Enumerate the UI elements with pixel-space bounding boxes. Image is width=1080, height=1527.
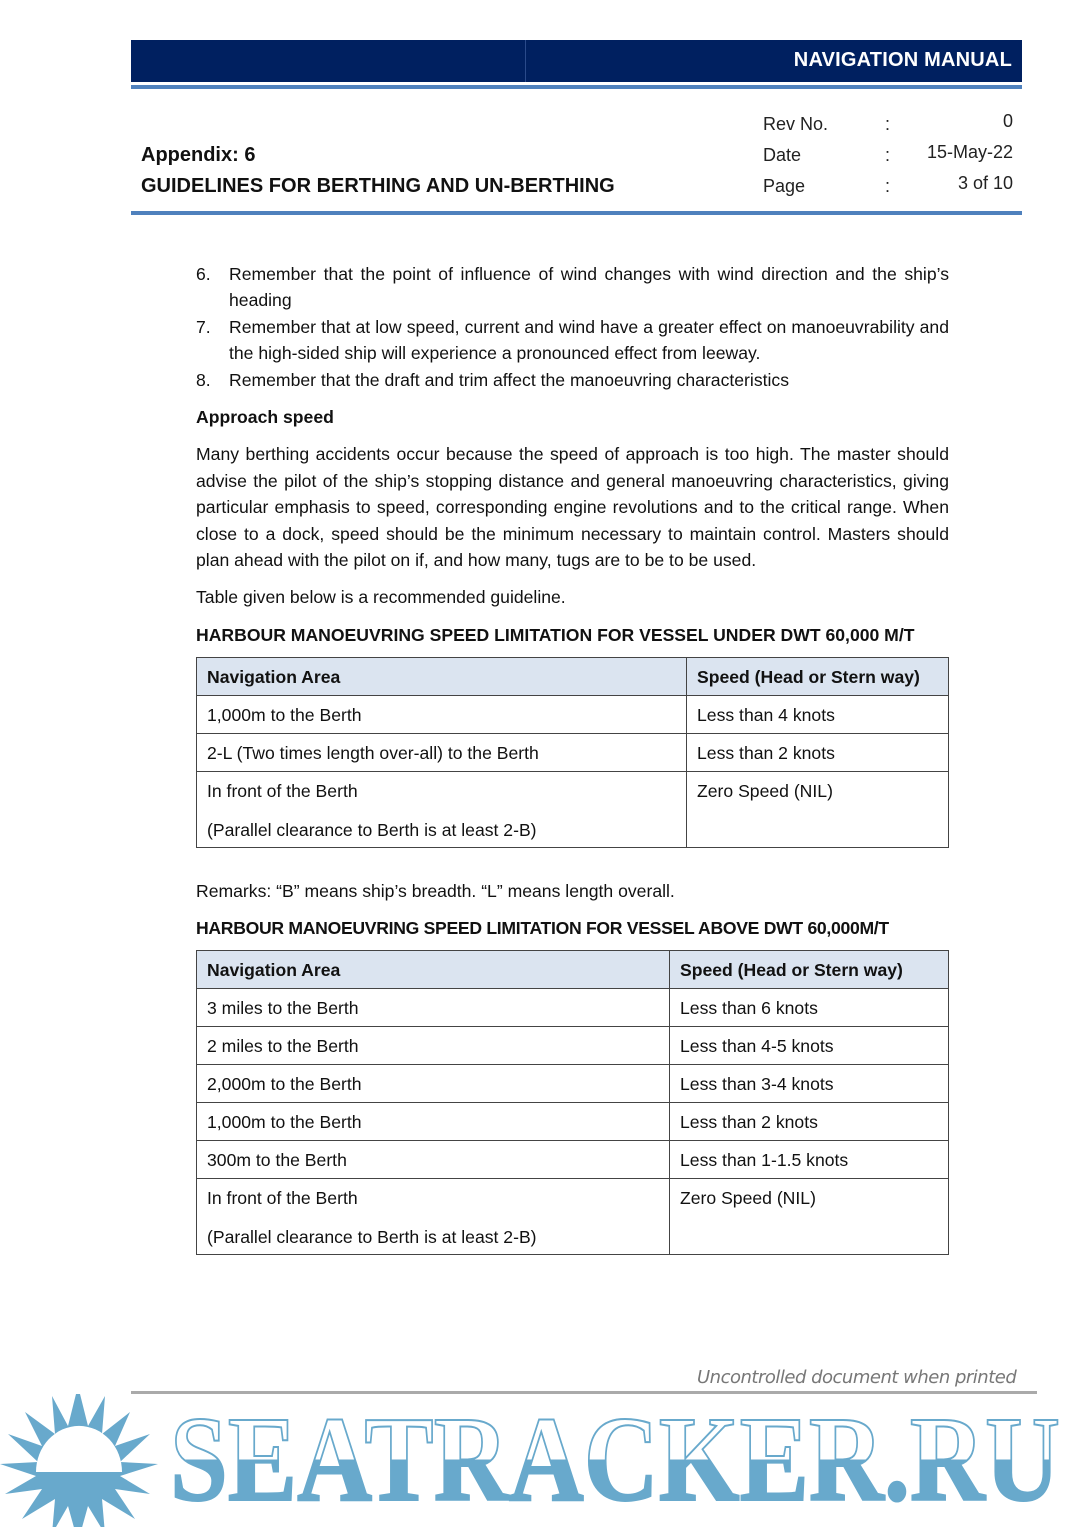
table-row (197, 1065, 949, 1103)
cell-note: (Parallel clearance to Berth is at least 2-B) (207, 1226, 537, 1247)
list-text: Remember that the point of influence of wind changes with wind direction and the ship’s heading (229, 264, 949, 311)
section-title: GUIDELINES FOR BERTHING AND UN-BERTHING (141, 175, 615, 197)
cell-text: In front of the Berth (207, 1188, 358, 1209)
table2-title: HARBOUR MANOEUVRING SPEED LIMITATION FOR VESSEL ABOVE DWT 60,000M/T (196, 917, 889, 938)
table-row (197, 1179, 949, 1255)
doc-meta (763, 111, 1013, 207)
table-row (197, 1027, 949, 1065)
table-row (197, 1141, 949, 1179)
cell: 1,000m to the Berth (197, 1103, 670, 1141)
list-num: 7. (196, 316, 211, 337)
cell: Less than 6 knots (670, 989, 949, 1027)
divider (131, 211, 1022, 215)
table-row (197, 1103, 949, 1141)
cell: 2-L (Two times length over-all) to the Berth (197, 734, 687, 772)
cell: 3 miles to the Berth (197, 989, 670, 1027)
appendix-label: Appendix: 6 (141, 144, 256, 166)
cell (197, 772, 687, 848)
list-item (196, 314, 949, 367)
meta-value: 3 of 10 (957, 173, 1013, 193)
cell: 2,000m to the Berth (197, 1065, 670, 1103)
sun-icon (0, 1394, 158, 1527)
remarks: Remarks: “B” means ship’s breadth. “L” means length overall. (196, 881, 675, 902)
list-text: Remember that at low speed, current and wind have a greater effect on manoeuvrability and the high-sided ship will experience a pronounced effect from leeway. (229, 316, 949, 364)
meta-value: 15-May-22 (926, 142, 1013, 162)
cell: Zero Speed (NIL) (670, 1179, 949, 1255)
approach-heading: Approach speed (196, 407, 334, 428)
cell: 1,000m to the Berth (197, 696, 687, 734)
meta-label: Page (763, 176, 806, 196)
table-row (197, 772, 949, 848)
uncontrolled-note: Uncontrolled document when printed (697, 1367, 1017, 1388)
cell: Less than 1-1.5 knots (670, 1141, 949, 1179)
table-intro: Table given below is a recommended guideline. (196, 587, 566, 608)
watermark-text: SEATRACKER.RU (170, 1394, 1060, 1527)
list-num: 8. (196, 369, 211, 390)
list-num: 6. (196, 264, 211, 284)
meta-value: 0 (1002, 111, 1013, 131)
table1-title: HARBOUR MANOEUVRING SPEED LIMITATION FOR VESSEL UNDER DWT 60,000 M/T (196, 624, 915, 645)
meta-label: Date (763, 145, 802, 165)
list-item (196, 261, 949, 314)
divider (131, 85, 1022, 89)
table-header (197, 658, 949, 696)
list-item (196, 367, 949, 393)
speed-table-above-60000 (196, 950, 949, 1255)
cell: Less than 2 knots (670, 1103, 949, 1141)
content (196, 261, 949, 1255)
col-header: Speed (Head or Stern way) (687, 658, 949, 696)
speed-table-under-60000 (196, 657, 949, 848)
meta-sep: : (885, 176, 891, 196)
cell: Less than 2 knots (687, 734, 949, 772)
table-header (197, 951, 949, 989)
approach-paragraph: Many berthing accidents occur because the speed of approach is too high. The master should advise the pilot of the ship’s stopping distance and general manoeuvring characteristics, giving particular emphasis to speed, corresponding engine revolutions and to the critical range. When close to a dock, speed should be the minimum necessary to maintain control. Masters should plan ahead with the pilot on if, and how many, tugs are to be to be used. (196, 444, 949, 571)
col-header: Navigation Area (197, 658, 687, 696)
cell: Less than 4-5 knots (670, 1027, 949, 1065)
meta-label: Rev No. (763, 114, 829, 134)
cell: 2 miles to the Berth (197, 1027, 670, 1065)
meta-sep: : (885, 114, 891, 134)
table-row (197, 734, 949, 772)
cell-note: (Parallel clearance to Berth is at least 2-B) (207, 819, 537, 840)
cell-text: In front of the Berth (207, 781, 358, 802)
col-header: Navigation Area (197, 951, 670, 989)
cell: 300m to the Berth (197, 1141, 670, 1179)
cell: Less than 3-4 knots (670, 1065, 949, 1103)
seatracker-watermark (0, 1394, 1080, 1527)
list-text: Remember that the draft and trim affect the manoeuvring characteristics (229, 369, 790, 390)
cell: Less than 4 knots (687, 696, 949, 734)
meta-sep: : (885, 145, 891, 165)
manual-title: NAVIGATION MANUAL (793, 49, 1012, 71)
cell: Zero Speed (NIL) (687, 772, 949, 848)
table-row (197, 989, 949, 1027)
cell (197, 1179, 670, 1255)
header-bar (131, 40, 1022, 82)
table-row (197, 696, 949, 734)
col-header: Speed (Head or Stern way) (670, 951, 949, 989)
